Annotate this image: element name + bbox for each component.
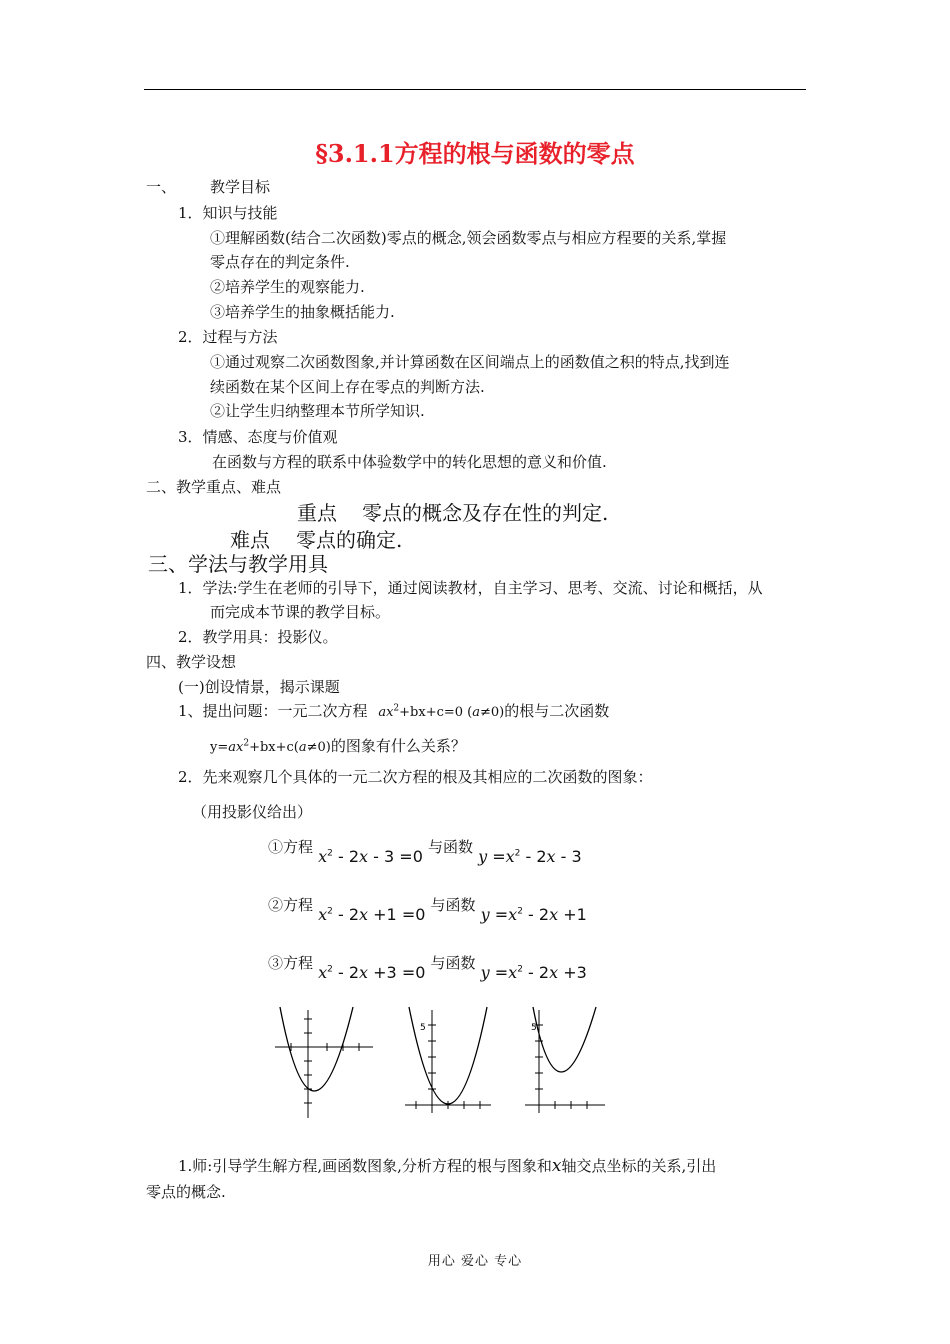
- s1-heading-num: 一、: [146, 178, 177, 196]
- s1-k2-a2: 续函数在某个区间上存在零点的判断方法.: [210, 378, 485, 396]
- s2-diff-text: 零点的确定.: [296, 528, 403, 552]
- s4-q1: [178, 700, 609, 721]
- s1-k2: 2．过程与方法: [178, 328, 278, 346]
- s1-k2-a1: ①通过观察二次函数图象,并计算函数在区间端点上的函数值之积的特点,找到连: [210, 353, 730, 371]
- s1-k3-a: 在函数与方程的联系中体验数学中的转化思想的意义和价值.: [212, 453, 607, 471]
- q1-equation: $ax^2+bx+c=0$ (a≠0): [378, 703, 505, 720]
- q1-suffix: 的根与二次函数: [504, 702, 610, 720]
- graph-2: [403, 1005, 493, 1115]
- s4-q1-line2: $y=ax^2+bx+c(a\ne 0)$的图象有什么关系？: [210, 737, 466, 755]
- s3-heading: 三、学法与教学用具: [148, 552, 328, 576]
- teacher-note-line2: 零点的概念.: [146, 1183, 226, 1201]
- s4-sub1: (一)创设情景，揭示课题: [178, 678, 340, 696]
- q1-prefix: 1、提出问题：一元二次方程: [178, 702, 368, 720]
- s1-k1-a1: ①理解函数(结合二次函数)零点的概念,领会函数零点与相应方程要的关系,掌握: [210, 229, 727, 247]
- s1-heading: 教学目标: [210, 178, 271, 196]
- header-rule: [144, 89, 806, 90]
- footer: 用心 爱心 专心: [427, 1254, 523, 1269]
- graph-1: [275, 1005, 375, 1120]
- s4-heading: 四、教学设想: [146, 653, 237, 671]
- s3-m1a: 1．学法:学生在老师的引导下，通过阅读教材，自主学习、思考、交流、讨论和概括，从: [178, 579, 763, 597]
- s2-heading: 二、教学重点、难点: [146, 478, 282, 496]
- s2-diff-label: 难点: [230, 528, 270, 552]
- s3-m2: 2．教学用具：投影仪。: [178, 628, 338, 646]
- page-title: §3.1.1方程的根与函数的零点: [315, 139, 635, 168]
- graph-3-tick-5: 5: [531, 1023, 537, 1033]
- s1-k1: 1．知识与技能: [178, 204, 278, 222]
- s4-q2: 2．先来观察几个具体的一元二次方程的根及其相应的二次函数的图象：: [178, 768, 653, 786]
- q1-line2-suffix: 的图象有什么关系？: [330, 737, 466, 755]
- s3-m1b: 而完成本节课的教学目标。: [210, 603, 391, 621]
- s4-q2-note: （用投影仪给出）: [192, 803, 313, 821]
- s1-k2-b: ②让学生归纳整理本节所学知识.: [210, 402, 425, 420]
- equation-row-2: ②方程 $x^2 - 2x +1 =0$ 与函数 $y =x^2 - 2x +1$: [268, 896, 587, 924]
- equation-row-1: ①方程 $x^2 - 2x - 3 =0$ 与函数 $y =x^2 - 2x - 3$: [268, 838, 582, 866]
- s1-k1-c: ③培养学生的抽象概括能力.: [210, 303, 395, 321]
- s1-k3: 3．情感、态度与价值观: [178, 428, 338, 446]
- s1-k1-a2: 零点存在的判定条件.: [210, 253, 350, 271]
- teacher-note: 1.师:引导学生解方程,画函数图象,分析方程的根与图象和x轴交点坐标的关系,引出: [178, 1156, 717, 1176]
- graph-3: [523, 1005, 608, 1115]
- graph-2-tick-5: 5: [420, 1023, 426, 1033]
- s1-k1-b: ②培养学生的观察能力.: [210, 278, 365, 296]
- s2-key-text: 零点的概念及存在性的判定.: [362, 501, 609, 525]
- s2-key-label: 重点: [297, 501, 337, 525]
- equation-row-3: ③方程 $x^2 - 2x +3 =0$ 与函数 $y =x^2 - 2x +3$: [268, 954, 587, 982]
